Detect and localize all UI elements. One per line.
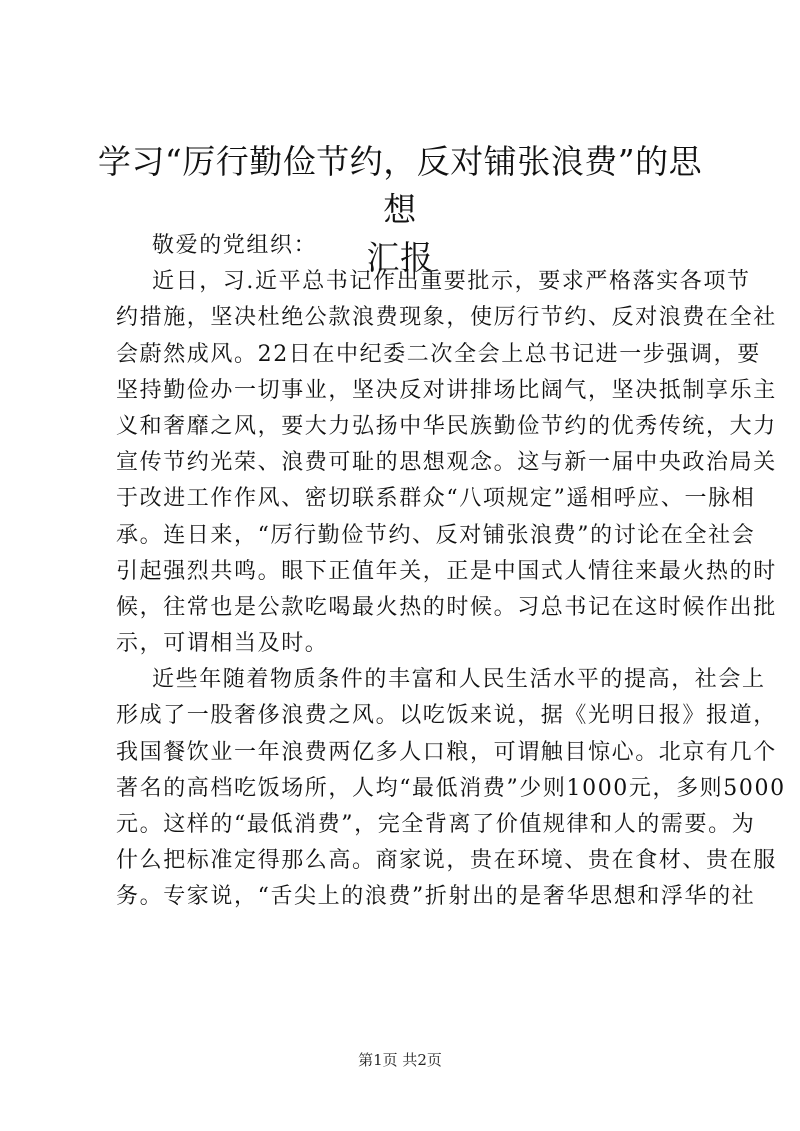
- body-line: 形成了一股奢侈浪费之风。以吃饭来说，据《光明日报》报道，: [116, 703, 777, 729]
- body-line: 务。专家说，“舌尖上的浪费”折射出的是奢华思想和浮华的社: [116, 884, 756, 910]
- body-line: 坚持勤俭办一切事业，坚决反对讲排场比阔气，坚决抵制享乐主: [116, 377, 777, 403]
- salutation: 敬爱的党组织：: [152, 233, 318, 258]
- body-line: 约措施，坚决杜绝公款浪费现象，使厉行节约、反对浪费在全社: [116, 305, 777, 331]
- body-line: 近些年随着物质条件的丰富和人民生活水平的提高，社会上: [152, 667, 766, 693]
- body-line: 什么把标准定得那么高。商家说，贵在环境、贵在食材、贵在服: [116, 848, 777, 874]
- body-line: 引起强烈共鸣。眼下正值年关，正是中国式人情往来最火热的时: [116, 558, 777, 584]
- body-line: 义和奢靡之风，要大力弘扬中华民族勤俭节约的优秀传统，大力: [116, 413, 777, 439]
- body-line: 示，可谓相当及时。: [116, 631, 329, 657]
- body-line: 我国餐饮业一年浪费两亿多人口粮，可谓触目惊心。北京有几个: [116, 739, 777, 765]
- page-number: 第1页 共2页: [358, 1051, 442, 1069]
- body-line: 近日，习.近平总书记作出重要批示，要求严格落实各项节: [152, 269, 751, 295]
- body-line: 于改进工作作风、密切联系群众“八项规定”遥相呼应、一脉相: [116, 486, 756, 512]
- title-line-2: 汇报: [366, 238, 434, 277]
- document-body: [116, 228, 786, 916]
- page-footer: [0, 1050, 800, 1070]
- body-line: 会蔚然成风。22日在中纪委二次全会上总书记进一步强调，要: [116, 341, 761, 367]
- title-line-1: 学习“厉行勤俭节约，反对铺张浪费”的思想: [97, 142, 703, 229]
- body-line: 著名的高档吃饭场所，人均“最低消费”少则1000元，多则5000: [116, 775, 786, 801]
- body-line: 宣传节约光荣、浪费可耻的思想观念。这与新一届中央政治局关: [116, 450, 777, 476]
- body-line: 元。这样的“最低消费”，完全背离了价值规律和人的需要。为: [116, 812, 756, 837]
- body-line: 候，往常也是公款吃喝最火热的时候。习总书记在这时候作出批: [116, 594, 777, 620]
- body-line: 承。连日来，“厉行勤俭节约、反对铺张浪费”的讨论在全社会: [116, 522, 756, 548]
